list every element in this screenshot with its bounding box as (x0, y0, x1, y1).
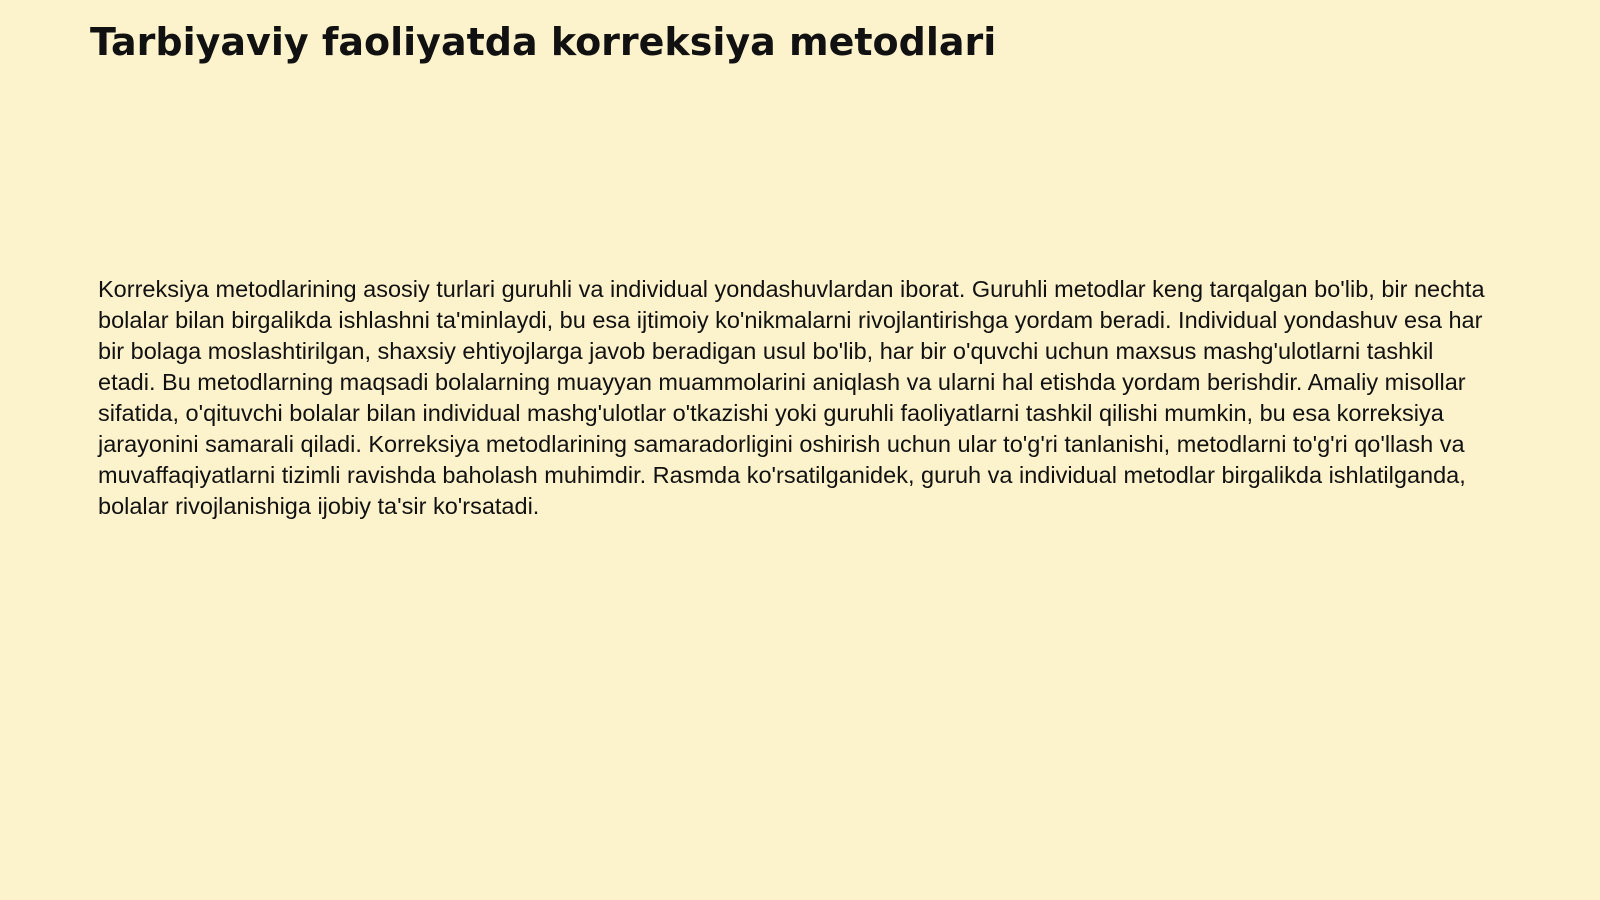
slide-title: Tarbiyaviy faoliyatda korreksiya metodlari (90, 20, 997, 64)
slide-body-text: Korreksiya metodlarining asosiy turlari guruhli va individual yondashuvlardan iborat. Guruhli metodlar keng tarqalgan bo'lib, bir nechta bolalar bilan birgalikda ishlashni ta'minlaydi, bu esa ijtimoiy ko'nikmalarni rivojlantirishga yordam beradi. Individual yondashuv esa har bir bolaga moslashtirilgan, shaxsiy ehtiyojlarga javob beradigan usul bo'lib, har bir o'quvchi uchun maxsus mashg'ulotlarni tashkil etadi. Bu metodlarning maqsadi bolalarning muayyan muammolarini aniqlash va ularni hal etishda yordam berishdir. Amaliy misollar sifatida, o'qituvchi bolalar bilan individual mashg'ulotlar o'tkazishi yoki guruhli faoliyatlarni tashkil qilishi mumkin, bu esa korreksiya jarayonini samarali qiladi. Korreksiya metodlarining samaradorligini oshirish uchun ular to'g'ri tanlanishi, metodlarni to'g'ri qo'llash va muvaffaqiyatlarni tizimli ravishda baholash muhimdir. Rasmda ko'rsatilganidek, guruh va individual metodlar birgalikda ishlatilganda, bolalar rivojlanishiga ijobiy ta'sir ko'rsatadi. (98, 276, 1485, 519)
